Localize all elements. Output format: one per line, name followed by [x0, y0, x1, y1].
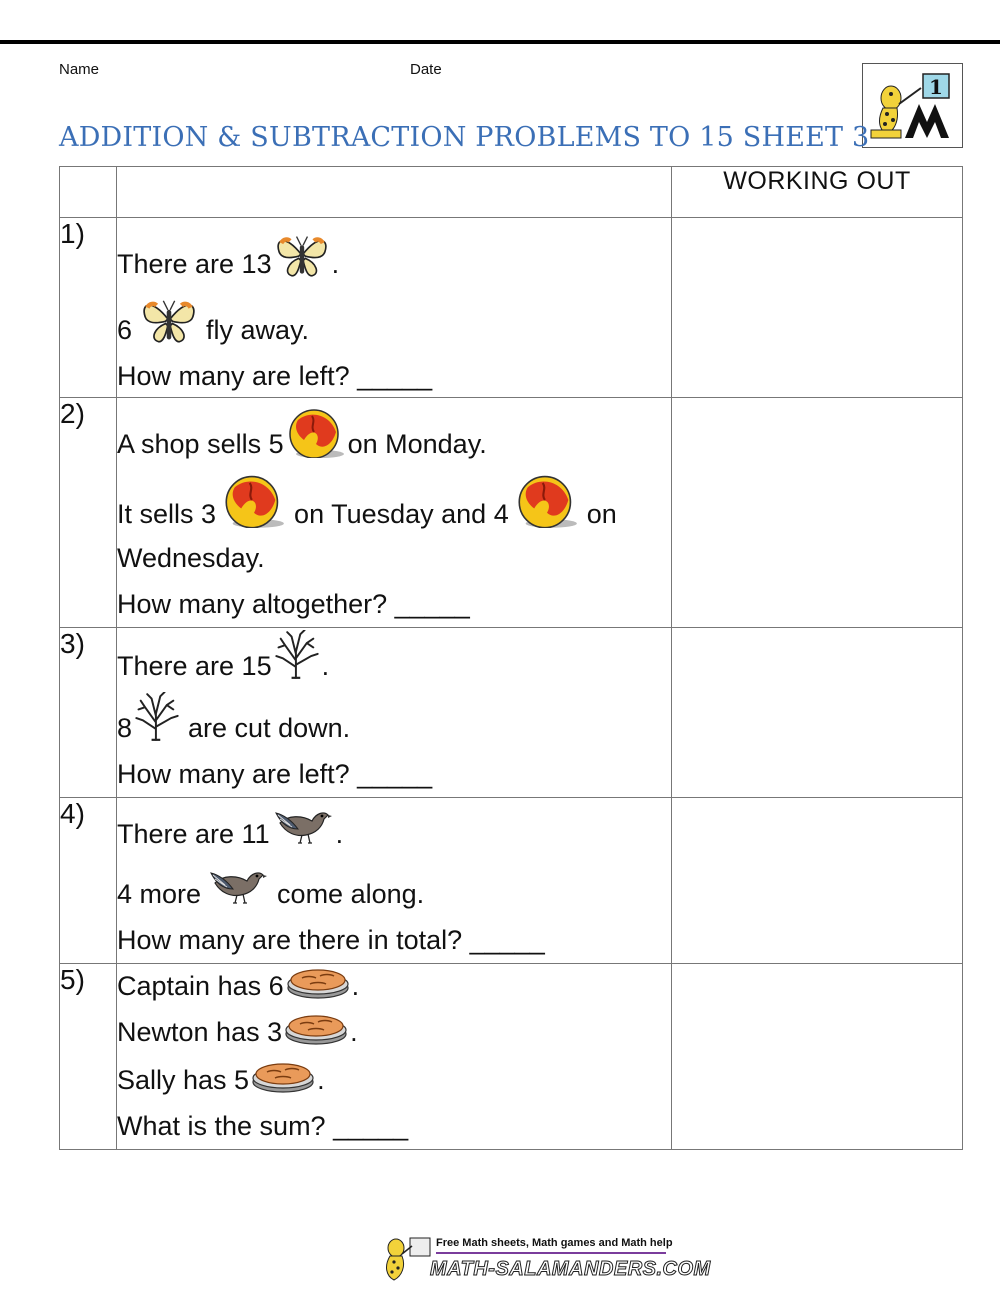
pie-icon	[284, 1010, 348, 1046]
question-text: 4 more	[117, 879, 202, 909]
table-header-row	[60, 167, 963, 218]
grade-logo	[862, 63, 963, 148]
question-text: .	[350, 1017, 358, 1047]
question-text: fly away.	[206, 315, 310, 345]
question-text: .	[331, 249, 340, 279]
logo-number: 1	[929, 75, 943, 99]
question-text: There are 15	[117, 651, 272, 681]
question-text: It sells 3	[117, 499, 217, 529]
problem-question	[117, 964, 672, 1150]
question-text: There are 13	[117, 249, 272, 279]
date-label: Date	[410, 61, 442, 78]
pie-icon	[251, 1058, 315, 1094]
working-out-cell[interactable]	[672, 964, 963, 1150]
salamander-icon	[380, 1234, 432, 1284]
problem-number: 2)	[60, 398, 117, 628]
question-text: Wednesday.	[117, 543, 265, 573]
apple-icon	[515, 472, 579, 528]
question-text: on	[586, 499, 617, 529]
bird-icon	[207, 862, 269, 908]
question-text: How many altogether? _____	[117, 589, 470, 619]
butterfly-icon	[274, 230, 330, 278]
top-rule	[0, 40, 1000, 44]
working-out-cell[interactable]	[672, 398, 963, 628]
question-text: A shop sells 5	[117, 429, 284, 459]
question-text: .	[351, 971, 360, 1001]
problem-question	[117, 798, 672, 964]
header-question-cell	[117, 167, 672, 218]
question-text: How many are left? _____	[117, 361, 433, 391]
question-text: on Monday.	[347, 429, 487, 459]
question-text: 8	[117, 713, 133, 743]
question-text: What is the sum? _____	[117, 1111, 409, 1141]
page-title: ADDITION & SUBTRACTION PROBLEMS TO 15 SHEET 3	[59, 122, 870, 153]
problem-number: 5)	[60, 964, 117, 1150]
footer-tagline: Free Math sheets, Math games and Math help	[436, 1237, 673, 1249]
problem-number: 4)	[60, 798, 117, 964]
footer-divider	[436, 1252, 666, 1254]
footer-logo[interactable]	[380, 1230, 711, 1286]
problem-row-3	[60, 628, 963, 798]
problem-number: 1)	[60, 218, 117, 398]
problem-row-5	[60, 964, 963, 1150]
bird-icon	[272, 802, 334, 848]
butterfly-icon	[140, 294, 198, 344]
question-text: Sally has 5	[117, 1065, 250, 1095]
problem-question	[117, 398, 672, 628]
question-text: .	[317, 1065, 325, 1095]
problem-number: 3)	[60, 628, 117, 798]
question-text: How many are left? _____	[117, 759, 433, 789]
working-out-cell[interactable]	[672, 628, 963, 798]
name-label: Name	[59, 61, 100, 78]
question-text: There are 11	[117, 819, 270, 849]
apple-icon	[286, 406, 346, 458]
question-text: are cut down.	[188, 713, 351, 743]
problems-table	[59, 166, 963, 1150]
header-working-out: WORKING OUT	[672, 167, 963, 218]
question-text: How many are there in total? _____	[117, 925, 545, 955]
question-text: on Tuesday and 4	[294, 499, 509, 529]
working-out-cell[interactable]	[672, 218, 963, 398]
question-text: Captain has 6	[117, 971, 284, 1001]
problem-row-4	[60, 798, 963, 964]
question-text: come along.	[277, 879, 425, 909]
problem-row-1	[60, 218, 963, 398]
problem-row-2	[60, 398, 963, 628]
tree-icon	[274, 630, 320, 680]
question-text: 6	[117, 315, 133, 345]
problem-question	[117, 218, 672, 398]
apple-icon	[222, 472, 286, 528]
working-out-cell[interactable]	[672, 798, 963, 964]
problem-question	[117, 628, 672, 798]
question-text: .	[321, 651, 330, 681]
question-text: .	[335, 819, 344, 849]
question-text: Newton has 3	[117, 1017, 283, 1047]
tree-icon	[134, 692, 180, 742]
header-number-cell	[60, 167, 117, 218]
footer-site-name: MATH-SALAMANDERS.COM	[430, 1258, 711, 1280]
pie-icon	[286, 964, 350, 1000]
